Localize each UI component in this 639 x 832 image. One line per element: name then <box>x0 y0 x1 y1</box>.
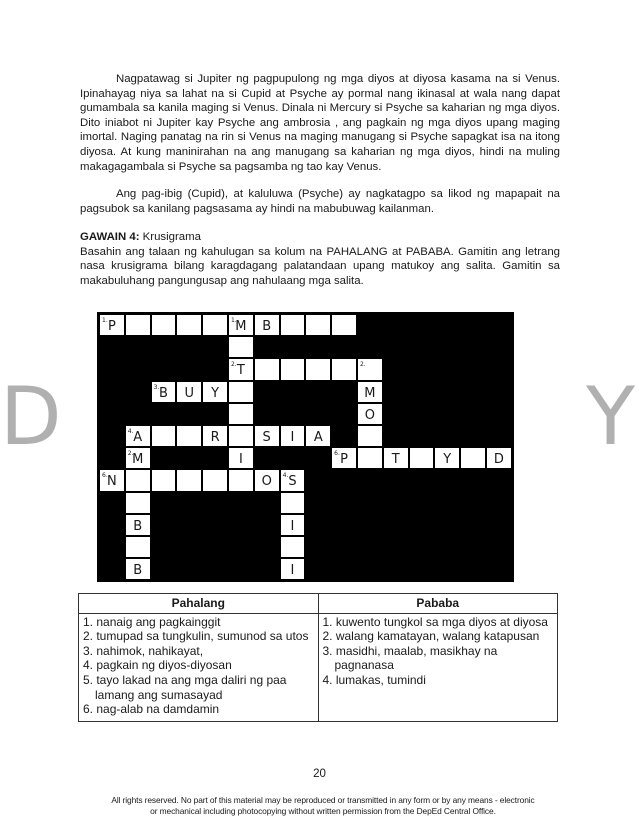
crossword-cell[interactable] <box>228 469 254 491</box>
crossword-cell[interactable] <box>305 425 331 447</box>
crossword-cell[interactable] <box>228 403 254 425</box>
crossword-cell[interactable] <box>151 314 177 336</box>
crossword-cell[interactable] <box>280 492 306 514</box>
crossword-cell[interactable] <box>280 425 306 447</box>
clue-number: 2. <box>359 361 366 369</box>
crossword-cell[interactable] <box>125 425 151 447</box>
crossword-cell[interactable] <box>254 358 280 380</box>
pahalang-clue: 3. nahimok, nahikayat, <box>83 643 204 658</box>
cell-letter: B <box>262 319 272 334</box>
crossword-cell[interactable] <box>125 447 151 469</box>
crossword-cell[interactable] <box>151 469 177 491</box>
cell-letter: Y <box>211 385 220 401</box>
crossword-cell[interactable] <box>202 381 228 403</box>
cell-letter: O <box>261 474 272 490</box>
cell-letter: I <box>290 563 295 579</box>
crossword-cell[interactable] <box>125 536 151 558</box>
crossword-cell[interactable] <box>280 558 306 580</box>
story-paragraph-1: Nagpatawag si Jupiter ng pagpupulong ng mga diyos at diyosa kasama na si Venus. Ipinahayag niya sa lahat na si Cupid at Psyche ay pormal nang ikinasal at wala nang dapat gumambala sa kanila maging si Venus. Dinala ni Mercury si Psyche sa kaharian ng mga diyos. Dito iniabot ni Jupiter kay Psyche ang ambrosia , ang pagkain ng mga diyos upang maging imortal. Naging panatag na rin si Venus na maging manugang si Psyche sapagkat isa na itong diyosa. At kung maninirahan na ang manugang sa kaharian ng mga diyos, hindi na muling makagagambala si Psyche sa pagsamba ng tao kay Venus. <box>80 73 560 173</box>
cell-letter: Y <box>443 452 452 468</box>
crossword-cell[interactable] <box>331 314 357 336</box>
clue-number: 4. <box>282 472 289 480</box>
crossword-cell[interactable] <box>357 425 383 447</box>
crossword-cell[interactable] <box>151 425 177 447</box>
crossword-cell[interactable] <box>99 314 125 336</box>
pababa-clue: 1. kuwento tungkol sa mga diyos at diyosa <box>322 614 548 629</box>
page-number: 20 <box>313 768 326 780</box>
clue-number: 2. <box>230 361 237 369</box>
crossword-cell[interactable] <box>125 492 151 514</box>
crossword-cell[interactable] <box>305 314 331 336</box>
activity-section <box>80 230 560 288</box>
story-paragraph-2: Ang pag-ibig (Cupid), at kaluluwa (Psyche) ay nagkatagpo sa likod ng mapapait na pagsubok sa kanilang pagsasama ay hindi na mabubuwag kailanman. <box>80 188 560 215</box>
crossword-cell[interactable] <box>125 558 151 580</box>
crossword-cell[interactable] <box>409 447 435 469</box>
cell-letter: I <box>238 452 243 468</box>
cell-letter: B <box>133 563 143 579</box>
cell-letter: U <box>184 385 195 401</box>
crossword-cell[interactable] <box>357 358 383 380</box>
cell-letter: N <box>107 474 117 490</box>
crossword-cell[interactable] <box>254 469 280 491</box>
pahalang-column <box>79 613 319 721</box>
crossword-cell[interactable] <box>254 314 280 336</box>
crossword-cell[interactable] <box>280 469 306 491</box>
pahalang-clue: 5. tayo lakad na ang mga daliri ng paa lamang ang sumasayad <box>83 672 287 702</box>
crossword-cell[interactable] <box>383 447 409 469</box>
cell-letter: D <box>493 452 504 468</box>
crossword-cell[interactable] <box>357 447 383 469</box>
crossword-cell[interactable] <box>176 314 202 336</box>
crossword-cell[interactable] <box>434 447 460 469</box>
crossword-cell[interactable] <box>331 358 357 380</box>
pahalang-header: Pahalang <box>79 594 319 614</box>
cell-letter: M <box>235 319 247 334</box>
copyright-footer: All rights reserved. No part of this material may be reproduced or transmitted in any form or by any means - electronic or mechanical including photocopying without written permission from the DepEd Central Office. <box>111 795 535 816</box>
clue-number: 6. <box>334 450 340 458</box>
clue-number: 1. <box>102 317 108 324</box>
clue-number: 6. <box>102 472 108 480</box>
clue-number: 3. <box>153 383 160 391</box>
clue-number: 4. <box>127 427 134 435</box>
crossword-cell[interactable] <box>125 314 151 336</box>
crossword-cell[interactable] <box>228 425 254 447</box>
pahalang-clue: 4. pagkain ng diyos-diyosan <box>83 658 232 673</box>
crossword-cell[interactable] <box>228 358 254 380</box>
pababa-clue: 3. masidhi, maalab, masikhay na pagnanasa <box>322 643 498 673</box>
cell-letter: I <box>290 518 295 534</box>
cell-letter: I <box>290 429 295 445</box>
crossword-cell[interactable] <box>280 536 306 558</box>
cell-letter: R <box>210 429 220 445</box>
watermark-left: D <box>0 370 66 463</box>
crossword-cell[interactable] <box>357 403 383 425</box>
crossword-cell[interactable] <box>176 381 202 403</box>
pababa-header: Pababa <box>318 594 558 614</box>
pahalang-clue: 1. nanaig ang pagkainggit <box>83 614 221 629</box>
crossword-cell[interactable] <box>254 425 280 447</box>
cell-letter: P <box>340 452 348 468</box>
crossword-cell[interactable] <box>280 314 306 336</box>
crossword-cell[interactable] <box>176 469 202 491</box>
crossword-cell[interactable] <box>460 447 486 469</box>
crossword-cell[interactable] <box>228 381 254 403</box>
crossword-cell[interactable] <box>331 447 357 469</box>
cell-letter: S <box>288 474 297 490</box>
clue-number: 2. <box>127 450 134 458</box>
cell-letter: T <box>391 452 400 468</box>
pahalang-clue: 2. tumupad sa tungkulin, sumunod sa utos <box>83 629 309 644</box>
cell-letter: O <box>364 407 375 423</box>
crossword-cell[interactable] <box>357 381 383 403</box>
crossword-cell[interactable] <box>176 425 202 447</box>
crossword-cell[interactable] <box>280 514 306 536</box>
crossword-cell[interactable] <box>125 514 151 536</box>
crossword-cell[interactable] <box>486 447 512 469</box>
crossword-cell[interactable] <box>228 314 254 336</box>
watermark-right: Y <box>586 370 639 463</box>
activity-title: Krusigrama <box>142 231 201 243</box>
activity-instructions: Basahin ang talaan ng kahulugan sa kolum na PAHALANG at PABABA. Gamitin ang letrang nasa krusigrama bilang karagdagang palatandaan upang matukoy ang salita. Gamitin sa makabuluhang pangungusap ang nahulaang mga salita. <box>80 245 560 287</box>
clues-table <box>78 593 558 722</box>
cell-letter: M <box>132 452 144 468</box>
crossword-cell[interactable] <box>151 381 177 403</box>
clue-number: 1. <box>230 317 237 324</box>
pababa-clue: 4. lumakas, tumindi <box>322 672 426 687</box>
cell-letter: B <box>133 518 143 534</box>
crossword-cell[interactable] <box>125 469 151 491</box>
crossword-cell[interactable] <box>228 447 254 469</box>
activity-heading: GAWAIN 4: <box>80 231 140 243</box>
crossword-cell[interactable] <box>202 469 228 491</box>
cell-letter: M <box>364 385 376 401</box>
cell-letter: P <box>107 319 116 334</box>
crossword-cell[interactable] <box>99 469 125 491</box>
cell-letter: B <box>159 385 168 401</box>
crossword-cell[interactable] <box>280 358 306 380</box>
cell-letter: S <box>262 429 271 445</box>
cell-letter: T <box>236 363 245 379</box>
crossword-cell[interactable] <box>305 358 331 380</box>
crossword-cell[interactable] <box>202 314 228 336</box>
crossword-cell[interactable] <box>228 336 254 358</box>
cell-letter: A <box>133 429 143 445</box>
pababa-column <box>318 613 558 721</box>
pahalang-clue: 6. nag-alab na damdamin <box>83 702 220 717</box>
crossword-grid <box>97 312 514 582</box>
pababa-clue: 2. walang kamatayan, walang katapusan <box>322 629 540 644</box>
cell-letter: A <box>313 429 323 445</box>
crossword-cell[interactable] <box>202 425 228 447</box>
